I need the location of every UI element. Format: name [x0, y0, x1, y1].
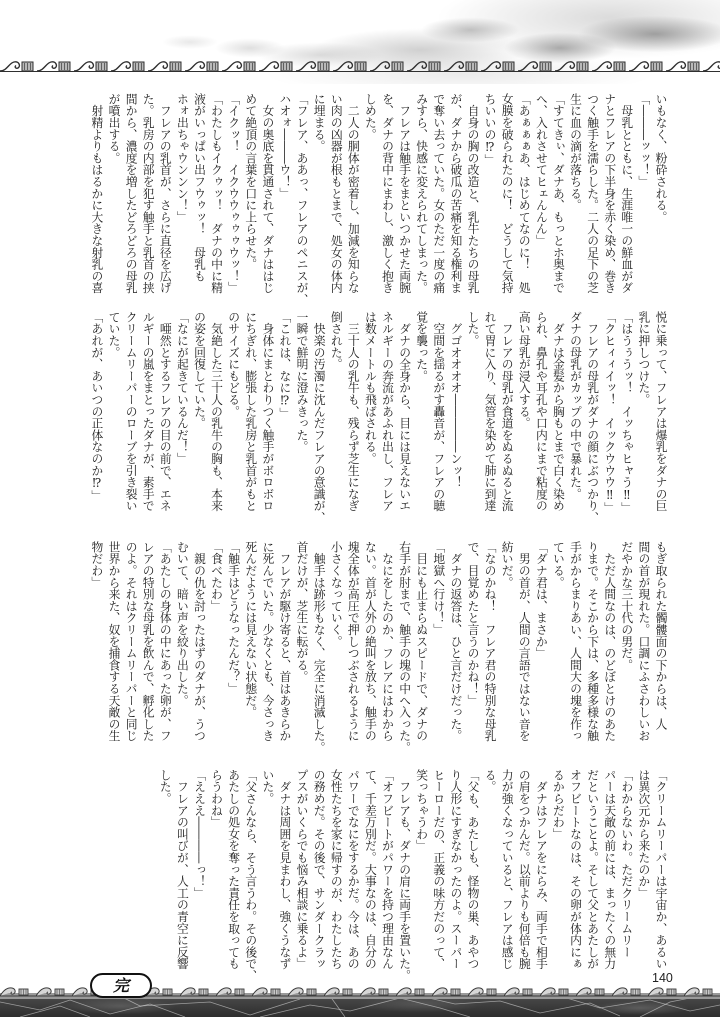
text-column: 「父も、あたしも、怪物の巣、あやつ	[465, 769, 480, 970]
footer-marble-texture	[0, 996, 720, 1017]
text-tier-1	[88, 93, 669, 306]
text-column: プスがいくらでも悩み相談に乗るよ」	[295, 769, 310, 970]
text-column: 「触手はどうなったんだ？」	[226, 541, 241, 695]
text-column: り人形にすぎなかったのよ。スーパー	[448, 769, 463, 970]
text-column: フレアも、ダナの肩に両手を置いた。	[397, 769, 412, 982]
text-column: ている。	[551, 541, 566, 589]
text-column: 女性たちを家に帰すのが、わたしたち	[329, 769, 344, 970]
text-column: 世界から来た、奴を捕食する天敵の生	[107, 541, 121, 742]
text-column: 「クリームリーパーは宇宙か、あるい	[654, 769, 668, 970]
text-column: 首だけが、芝生に転がる。	[295, 541, 310, 683]
text-column: るからだわ」	[551, 769, 566, 840]
text-column: で奪い去っていた。女のただ一度の痛	[431, 93, 446, 294]
text-column: めて絶頂の言葉を口に上らせた。	[243, 93, 258, 270]
text-column: 「すてきぃ、ダナあ、もっとホ奥まで	[551, 93, 566, 294]
text-column: 「えええ――――っ！」	[192, 769, 207, 899]
text-column: る。	[483, 769, 498, 793]
text-column: 女の奥底を貫通されて、ダナははじ	[260, 93, 275, 294]
text-column: に埋まる。	[312, 93, 327, 152]
text-column: い肉の凶器が根もとまで、処女の体内	[329, 93, 344, 294]
text-column: 小さくなっていく。	[329, 541, 344, 648]
text-column: 「わたしもイクゥッ！ ダナの中に精	[209, 93, 224, 294]
text-column: 紡いだ。	[500, 541, 515, 589]
text-column: ダナは金髪から胸もとまで白く染め	[551, 311, 566, 512]
text-column: しめた。	[363, 93, 378, 141]
text-column: ただ人間なのは、のどぼとけのあた	[602, 541, 617, 742]
text-column: 力が強くなっていると、フレアは感じ	[500, 769, 515, 970]
text-column: 「オフビートがパワーを持つ理由なん	[380, 769, 395, 970]
text-column: 覚を襲った。	[414, 311, 429, 382]
text-column: りまで。そこから下は、多種多様な触	[585, 541, 600, 742]
text-column: に死んでいた。少なくとも、今さっき	[260, 541, 275, 742]
text-column: 身体にまとわりつく触手がボロボロ	[260, 311, 275, 512]
text-column: へ、入れさせてヒェんんん」	[534, 93, 549, 247]
text-column: 生に血の滴が落ちる。	[568, 93, 583, 211]
text-column: 「なのかね！ フレア君の特別な母乳	[483, 541, 498, 742]
text-column: 「あぁぁぁあ、はじめてなのに！ 処	[517, 93, 532, 294]
text-column: 射精よりもはるかに大きな射乳の喜	[89, 93, 104, 294]
text-column: フレアは触手をまといつかせた両腕	[397, 93, 412, 294]
text-column: 液がいっぱい出フウゥッ！ 母乳も	[192, 93, 207, 282]
text-column: ダナの母乳がカップの中で暴れた。	[568, 311, 583, 500]
text-column: ナとフレアの下半身を赤く染め、巻き	[602, 93, 617, 294]
text-column: られ、鼻孔や耳孔や口内にまで粘度の	[534, 311, 549, 512]
text-column: ちいいの⁉」	[483, 93, 498, 166]
text-column: いた。	[260, 769, 275, 805]
text-column: フレアが駆け寄ると、首はあきらか	[277, 541, 292, 742]
text-column: が、ダナから破瓜の苦痛を知る権利ま	[448, 93, 463, 294]
text-column: ダナはフレアをにらみ、両手で相手	[534, 769, 549, 970]
text-column: した。	[158, 769, 173, 805]
text-column: 二人の胴体が密着し、加減を知らな	[346, 93, 361, 294]
text-column: 「ダナ君は、まさか」	[534, 541, 549, 659]
text-column: 死んだようには見えない状態だ。	[243, 541, 258, 718]
text-column: れて胃に入り、気管を染めて肺に到達	[483, 311, 498, 512]
text-column: ヒーローだの、正義の味方だのって、	[431, 769, 446, 970]
text-column: 「フレア、ああっ、フレアのペニスが、	[295, 93, 310, 306]
text-column: なにをしたのか、フレアにはわから	[380, 541, 395, 742]
text-column: は異次元から来たのか」	[636, 769, 651, 899]
text-column: パーは天敵の前には、まったくの無力	[602, 769, 617, 970]
page-number: 140	[652, 971, 673, 985]
header-wave-border	[0, 58, 720, 74]
text-column: 気絶した三十人の乳牛の胸も、本来	[209, 311, 224, 512]
text-column: ホォ出ちゃウンンン！」	[175, 93, 190, 223]
text-column: つく触手を濡らした。二人の足下の芝	[585, 93, 600, 294]
text-column: 間から、濃度を増したどろどろの母乳	[124, 93, 139, 294]
text-column: 悦に乗って、フレアは爆乳をダナの巨	[654, 311, 668, 512]
text-column: 手がからまりあい、人間大の塊を作っ	[568, 541, 583, 742]
text-column: だということよ。そして父とあたしが	[585, 769, 600, 970]
text-column: の姿を回復していた。	[192, 311, 207, 429]
text-column: 笑っちゃうわ」	[414, 769, 429, 852]
text-column: 女膜を破られたのに！ どうして気持	[500, 93, 515, 294]
text-column: 「あたしの身体の中にあった卵が、フ	[158, 541, 173, 742]
text-column: て、千差万別だ。大事なのは、自分の	[363, 769, 378, 970]
text-column: 「食べたわ」	[209, 541, 224, 612]
text-column: 一瞬で鮮明に澄みきった。	[295, 311, 310, 453]
text-column: の肩をつかんだ。以前よりも何倍も腕	[517, 769, 532, 970]
text-column: ダナの全身から、目には見えないエ	[397, 311, 412, 512]
text-column: ルギーの嵐をまとったダナが、素手で	[141, 311, 156, 512]
text-column: もぎ取られた髑髏面の下からは、人	[654, 541, 668, 730]
text-column: にちぎれ、膨張した乳房と乳首がもと	[243, 311, 258, 512]
text-column: ない。首が人外の絶叫を放ち、触手の	[363, 541, 378, 742]
text-column: 倒された。	[329, 311, 344, 370]
text-column: は数メートルも飛ばされる。	[363, 311, 378, 465]
text-column: 「はうぅうッ！ イッちゃヒャう‼」	[619, 311, 634, 514]
text-column: で、目覚めたと言うのかね！」	[465, 541, 480, 707]
text-column: オフビートなのは、その卵が体内にぁ	[568, 769, 583, 970]
text-column: フレアの叫びが、人工の青空に反響	[175, 769, 190, 970]
text-column: 高い母乳が浸入する。	[517, 311, 532, 429]
text-column: 「地獄へ行け！」	[431, 541, 446, 636]
text-column: 「わからないわ。ただクリームリー	[619, 769, 634, 958]
text-column: 三十人の乳牛も、残らず芝生になぎ	[346, 311, 361, 512]
text-column: 右手が肘まで、触手の塊の中へ入った。	[397, 541, 412, 754]
text-column: 塊全体が高圧で押しつぶされるように	[346, 541, 361, 742]
text-column: むいて、暗い声を絞り出した。	[175, 541, 190, 707]
text-column: 間の首が現れた。口調にふさわしいお	[636, 541, 651, 742]
text-column: 親の仇を討ったはずのダナが、うつ	[192, 541, 207, 742]
text-column: を、ダナの背中にまわし、激しく抱き	[380, 93, 395, 294]
text-column: フレアの母乳が食道をぬるぬると流	[500, 311, 515, 512]
text-column: みすら、快感に変えられてしまった。	[414, 93, 429, 294]
text-column: フレアの母乳がダナの顔にぶつかり、	[585, 311, 600, 524]
text-column: 自身の胸の改造と、乳牛たちの母乳	[465, 93, 480, 294]
text-tier-3	[88, 541, 669, 754]
text-column: 唖然とするフレアの目の前で、エネ	[158, 311, 173, 512]
text-column: のサイズにもどる。	[226, 311, 241, 418]
text-column: た。乳房の内部を犯す触手と乳首の挟	[141, 93, 156, 294]
text-column: らうわね」	[209, 769, 224, 828]
text-column: 物だわ」	[89, 541, 104, 589]
text-column: 乳に押しつけた。	[636, 311, 651, 406]
text-column: 「クヒィィイッ！ イックウウウ‼」	[602, 311, 617, 514]
text-column: パワーでなにをするかだ。今は、あの	[346, 769, 361, 970]
text-column: レアの特別な母乳を飲んで、孵化した	[141, 541, 156, 742]
text-column: 母乳とともに、生涯唯一の鮮血がダ	[619, 93, 634, 294]
end-mark-badge: 完	[90, 973, 152, 998]
text-column: ハオォ―――ウ！」	[277, 93, 292, 200]
text-column: いもなく、粉砕される。	[654, 93, 668, 223]
text-column: グゴオオオオ―――――ンッ！	[448, 311, 463, 488]
text-column: あたしの処女を奪った責任を取っても	[226, 769, 241, 970]
text-column: ネルギーの奔流があふれ出し、フレア	[380, 311, 395, 512]
text-column: フレアの乳首が、さらに直径を広げ	[158, 93, 173, 294]
text-column: した。	[465, 311, 480, 347]
text-column: が噴出する。	[107, 93, 121, 164]
text-column: ていた。	[107, 311, 121, 359]
text-column: 「イクッ！ イクウウゥゥゥウッ！」	[226, 93, 241, 294]
text-column: だやかな三十代の男だ。	[619, 541, 634, 671]
text-column: 目にも止まらぬスピードで、ダナの	[414, 541, 429, 742]
text-column: クリームリーパーのローブを引き裂い	[124, 311, 139, 512]
text-column: ダナは周囲を見まわし、強くうなず	[277, 769, 292, 970]
text-column: のよ。それはクリームリーパーと同じ	[124, 541, 139, 742]
text-column: ダナの返答は、ひと言だけだった。	[448, 541, 463, 742]
text-column: 「―――ッッ！」	[636, 93, 651, 188]
text-column: 「父さんなら、そう言うわ。その後で、	[243, 769, 258, 982]
text-column: 「なにが起きているんだ！」	[175, 311, 190, 465]
text-tier-2	[88, 311, 669, 524]
text-column: 男の首が、人間の言語ではない音を	[517, 541, 532, 742]
text-column: の務めだ。その後で、サンダークラッ	[312, 769, 327, 970]
text-column: 空間を揺るがす轟音が、フレアの聴	[431, 311, 446, 512]
text-column: 「あれが、あいつの正体なのか⁉」	[89, 311, 104, 502]
text-column: 触手は跡形もなく、完全に消滅した。	[312, 541, 327, 754]
text-column: 「これは、なに⁉」	[277, 311, 292, 420]
text-column: 快楽の汚濁に沈んだフレアの意識が、	[312, 311, 327, 524]
